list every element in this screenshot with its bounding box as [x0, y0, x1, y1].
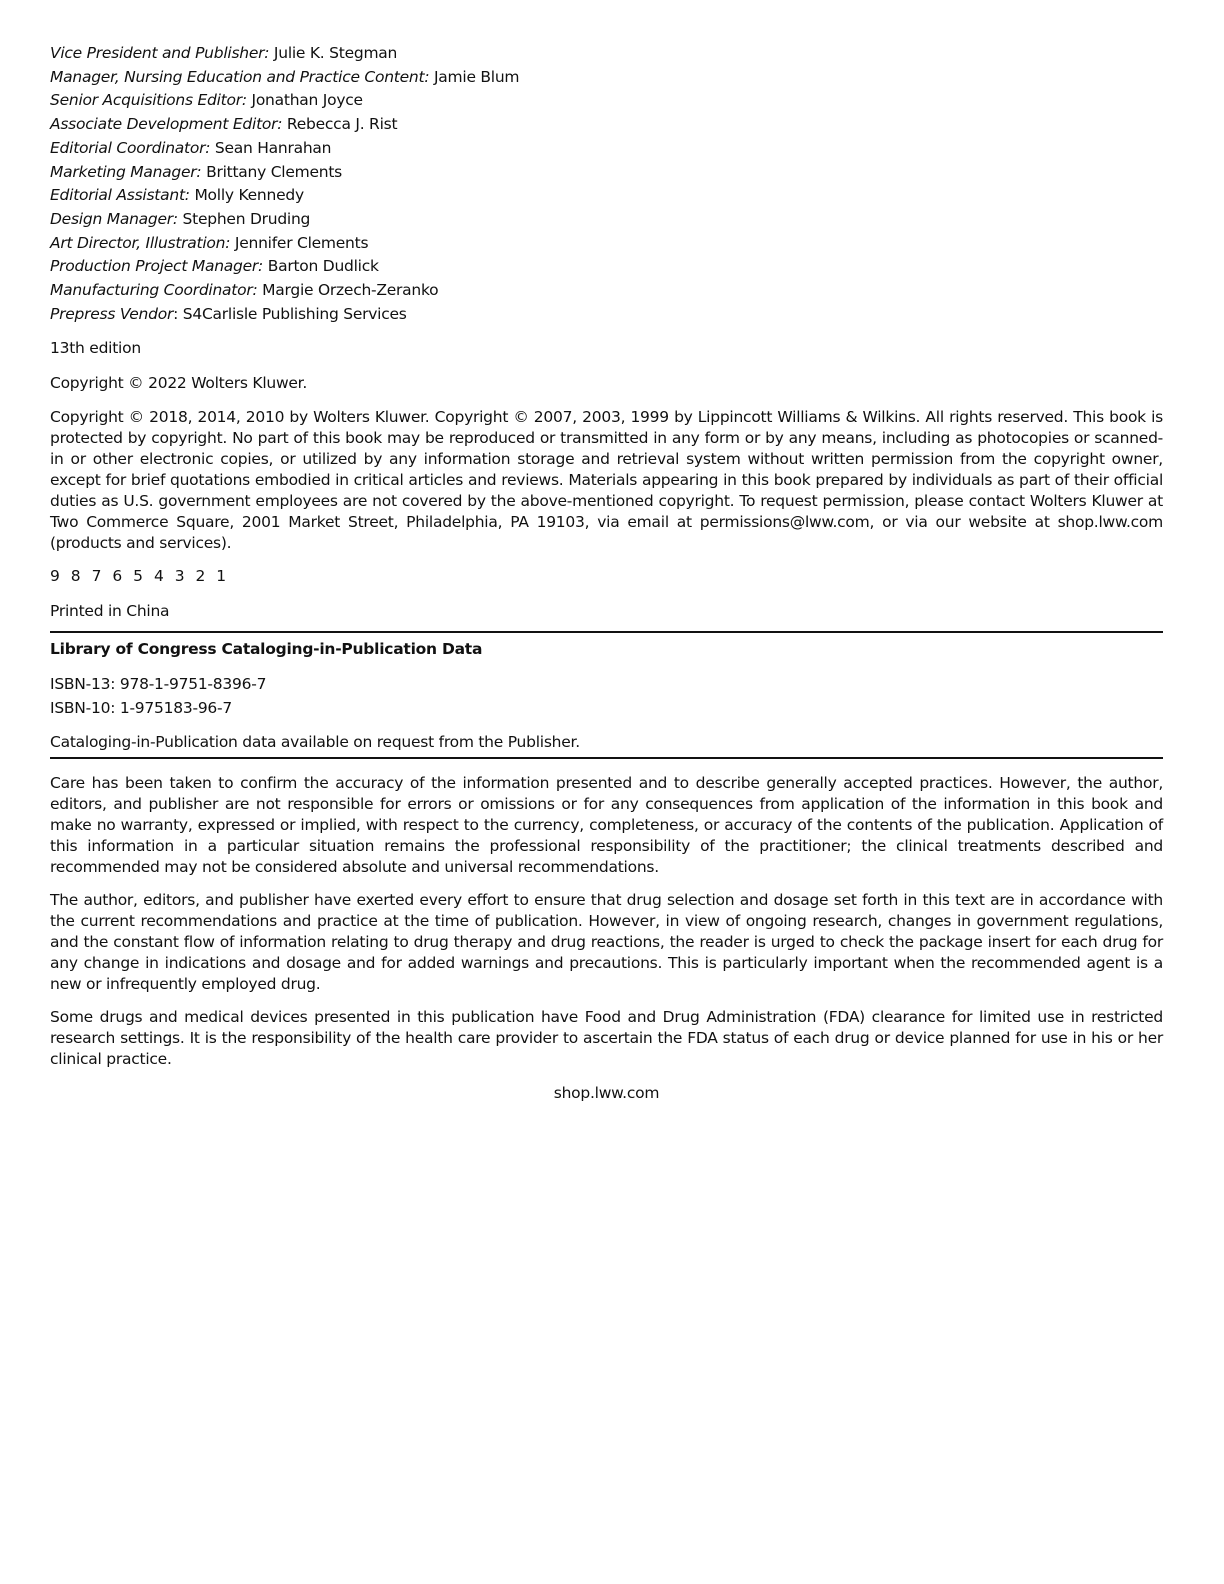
credit-row [50, 255, 1163, 279]
credit-role: Art Director, Illustration: [50, 233, 231, 252]
credit-name: : S4Carlisle Publishing Services [173, 304, 407, 323]
credit-role: Editorial Coordinator: [50, 138, 211, 157]
divider-bottom [50, 757, 1163, 759]
credit-name: Margie Orzech-Zeranko [262, 281, 439, 300]
credit-name: Rebecca J. Rist [286, 115, 398, 134]
credit-role: Senior Acquisitions Editor: [50, 91, 247, 110]
disclaimer-paragraph: Care has been taken to confirm the accuracy of the information presented and to describe generally accepted practices. However, the author, editors, and publisher are not responsible for errors or omissions or for any consequences from application of the information in this book and make no warranty, expressed or implied, with respect to the currency, completeness, or accuracy of the contents of the publication. Application of this information in a particular situation remains the professional responsibility of the practitioner; the clinical treatments described and recommended may not be considered absolute and universal recommendations. [50, 774, 1163, 877]
credit-role: Prepress Vendor [50, 304, 174, 323]
printed-in-text: Printed in China [50, 601, 170, 620]
credit-row [50, 279, 1163, 303]
credit-row [50, 161, 1163, 185]
disclaimer-paragraph: The author, editors, and publisher have exerted every effort to ensure that drug selection and dosage set forth in this text are in accordance with the current recommendations and practice at the time of publication. However, in view of ongoing research, changes in government regulations, and the constant flow of information relating to drug therapy and drug reactions, the reader is urged to check the package insert for each drug for any change in indications and dosage and for added warnings and precautions. This is particularly important when the recommended agent is a new or infrequently employed drug. [50, 891, 1163, 994]
credit-row [50, 42, 1163, 66]
isbn-13: ISBN-13: 978-1-9751-8396-7 [50, 674, 267, 693]
credit-name: Jonathan Joyce [251, 91, 363, 110]
credit-role: Design Manager: [50, 209, 178, 228]
credit-role: Production Project Manager: [50, 257, 263, 276]
credit-row [50, 66, 1163, 90]
divider-top [50, 631, 1163, 633]
credit-name: Jamie Blum [433, 67, 520, 86]
credit-name: Stephen Druding [182, 209, 311, 228]
credit-row [50, 89, 1163, 113]
credit-row [50, 113, 1163, 137]
credit-name: Sean Hanrahan [214, 138, 332, 157]
cip-note: Cataloging-in-Publication data available on request from the Publisher. [50, 733, 580, 752]
credit-row [50, 137, 1163, 161]
credit-row [50, 208, 1163, 232]
credit-name: Barton Dudlick [267, 257, 379, 276]
credit-role: Manager, Nursing Education and Practice Content: [50, 67, 430, 86]
staff-credits [50, 42, 1163, 326]
library-cip-title: Library of Congress Cataloging-in-Publication Data [50, 640, 483, 659]
isbn-10: ISBN-10: 1-975183-96-7 [50, 698, 232, 717]
credit-name: Julie K. Stegman [273, 44, 398, 62]
credit-name: Brittany Clements [206, 162, 343, 181]
credit-role: Editorial Assistant: [50, 186, 190, 205]
credit-name: Molly Kennedy [194, 186, 304, 205]
credit-role: Vice President and Publisher: [50, 44, 270, 62]
credit-row [50, 184, 1163, 208]
credit-row [50, 232, 1163, 256]
credit-row [50, 303, 1163, 327]
copyright-line: Copyright © 2022 Wolters Kluwer. [50, 374, 308, 393]
credit-role: Manufacturing Coordinator: [50, 281, 258, 300]
copyright-paragraph: Copyright © 2018, 2014, 2010 by Wolters Kluwer. Copyright © 2007, 2003, 1999 by Lippincott Williams & Wilkins. All rights reserved. This book is protected by copyright. No part of this book may be reproduced or transmitted in any form or by any means, including as photocopies or scanned-in or other electronic copies, or utilized by any information storage and retrieval system without written permission from the copyright owner, except for brief quotations embodied in critical articles and reviews. Materials appearing in this book prepared by individuals as part of their official duties as U.S. government employees are not covered by the above-mentioned copyright. To request permission, please contact Wolters Kluwer at Two Commerce Square, 2001 Market Street, Philadelphia, PA 19103, via email at permissions@lww.com, or via our website at shop.lww.com (products and services). [50, 407, 1163, 552]
website-link[interactable]: shop.lww.com [553, 1084, 660, 1103]
edition-text: 13th edition [50, 339, 141, 358]
credit-role: Associate Development Editor: [50, 115, 283, 134]
print-line-numbers: 9 8 7 6 5 4 3 2 1 [50, 566, 230, 585]
credit-role: Marketing Manager: [50, 162, 202, 181]
credit-name: Jennifer Clements [234, 233, 369, 252]
disclaimer-paragraph: Some drugs and medical devices presented in this publication have Food and Drug Administration (FDA) clearance for limited use in restricted research settings. It is the responsibility of the health care provider to ascertain the FDA status of each drug or device planned for use in his or her clinical practice. [50, 1008, 1163, 1069]
